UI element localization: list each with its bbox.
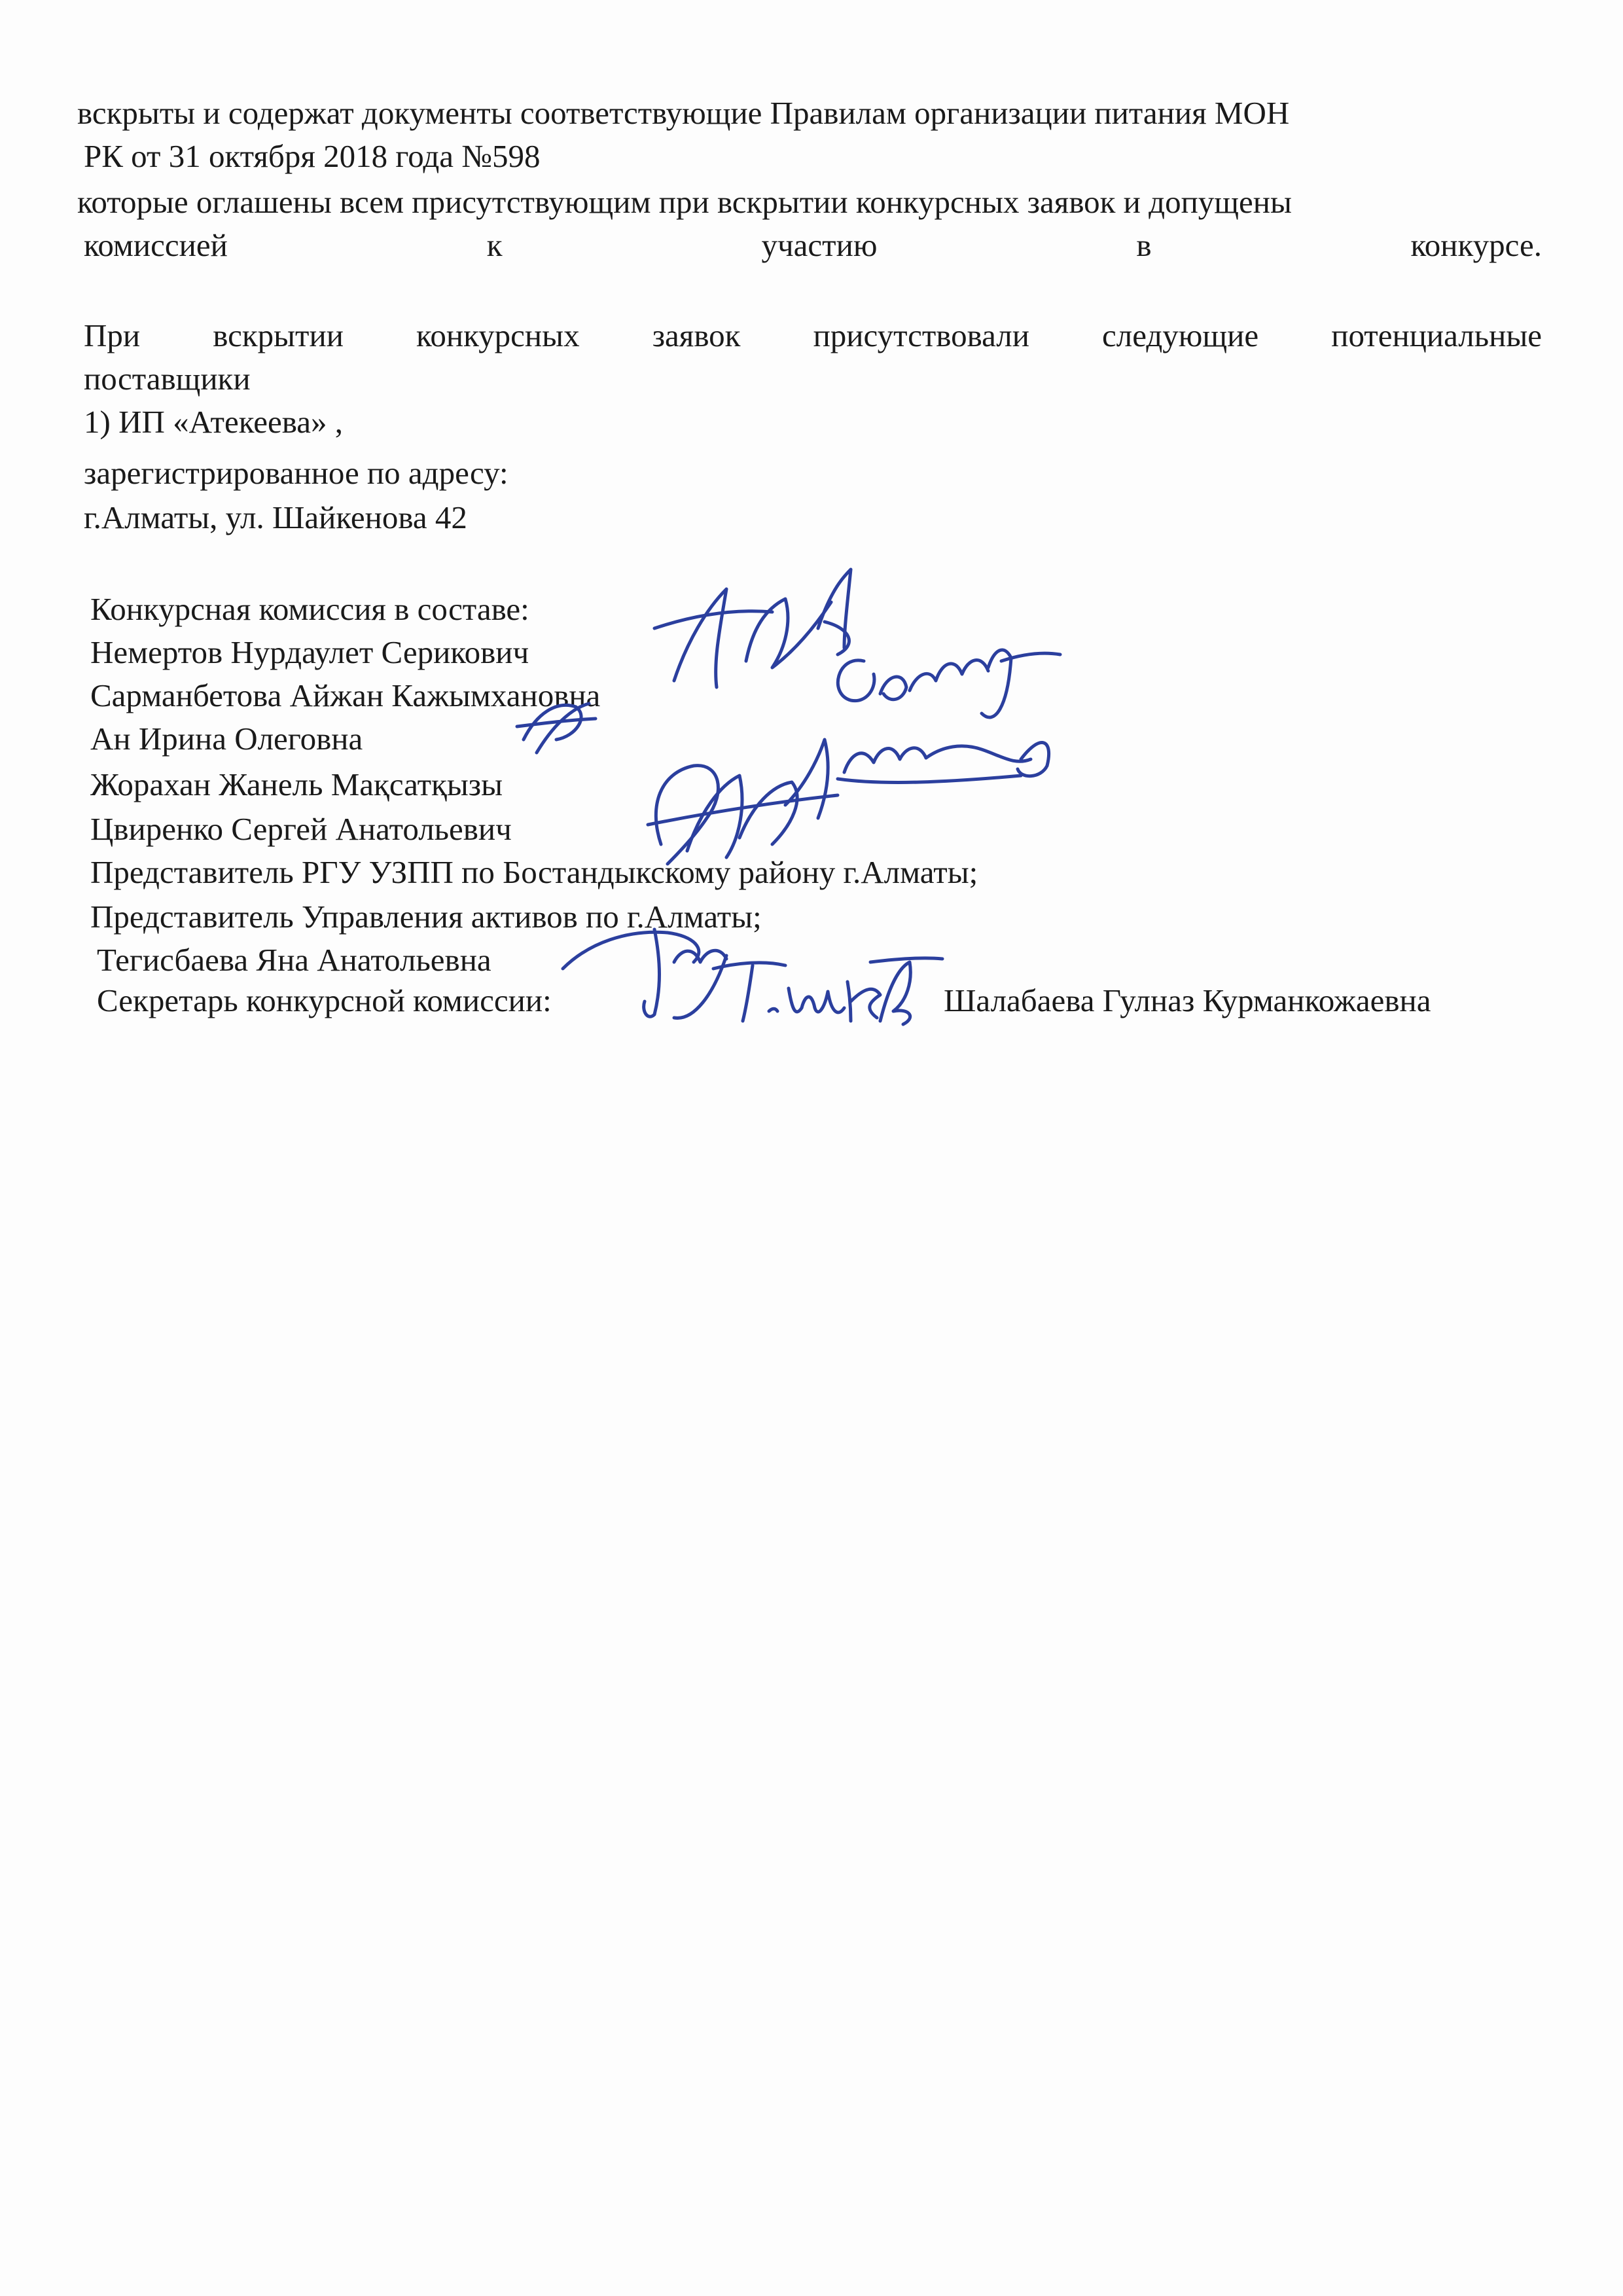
commission-member: Цвиренко Сергей Анатольевич bbox=[90, 811, 512, 847]
commission-heading: Конкурсная комиссия в составе: bbox=[90, 591, 529, 627]
commission-member: Жорахан Жанель Мақсатқызы bbox=[90, 766, 503, 802]
secretary-name: Шалабаева Гулназ Курманкожаевна bbox=[944, 982, 1431, 1018]
paragraph-1-line-3: которые оглашены всем присутствующим при вскрытии конкурсных заявок и допущены bbox=[77, 184, 1292, 220]
supplier-name: 1) ИП «Атекеева» , bbox=[84, 404, 344, 440]
commission-member: Немертов Нурдаулет Серикович bbox=[90, 634, 529, 670]
paragraph-2-line-1: При вскрытии конкурсных заявок присутствовали следующие потенциальные bbox=[84, 317, 1542, 353]
commission-member: Сарманбетова Айжан Кажымхановна bbox=[90, 677, 601, 713]
commission-member: Тегисбаева Яна Анатольевна bbox=[97, 942, 491, 978]
secretary-label: Секретарь конкурсной комиссии: bbox=[97, 982, 552, 1018]
commission-member: Ан Ирина Олеговна bbox=[90, 721, 363, 757]
paragraph-2-line-2: поставщики bbox=[84, 361, 251, 397]
paragraph-1-line-4: комиссией к участию в конкурсе. bbox=[84, 227, 1542, 263]
supplier-registered-label: зарегистрированное по адресу: bbox=[84, 455, 508, 491]
commission-member: Представитель РГУ УЗПП по Бостандыкскому району г.Алматы; bbox=[90, 854, 978, 890]
paragraph-1-line-2: РК от 31 октября 2018 года №598 bbox=[84, 138, 541, 174]
paragraph-1-line-1: вскрыты и содержат документы соответствующие Правилам организации питания МОН bbox=[77, 95, 1290, 131]
supplier-address: г.Алматы, ул. Шайкенова 42 bbox=[84, 499, 467, 535]
commission-member: Представитель Управления активов по г.Алматы; bbox=[90, 899, 762, 935]
